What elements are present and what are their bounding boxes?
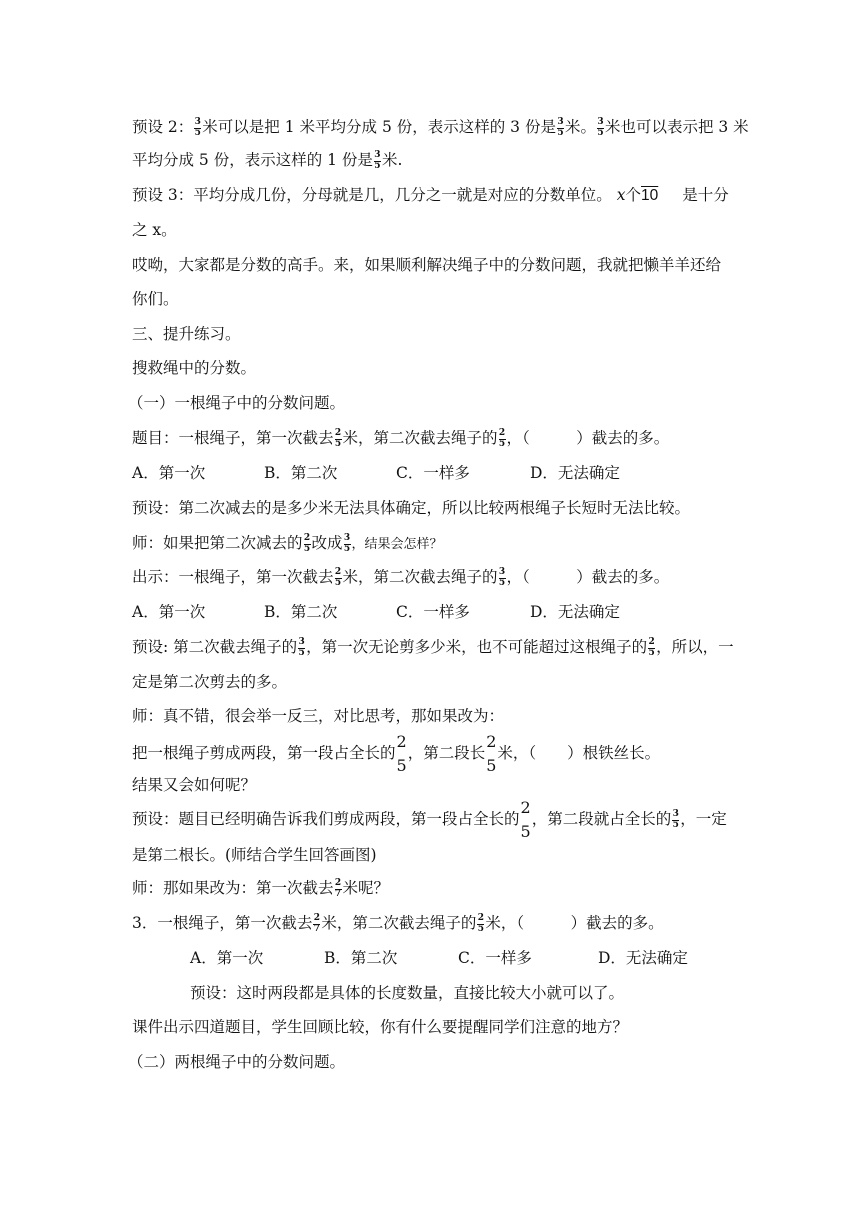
numerator: 3 [498, 567, 506, 577]
question-line [132, 428, 669, 449]
numerator: 3 [343, 533, 351, 543]
text: ，（ ）截去的多。 [506, 568, 670, 586]
text: 预设: 第二次截去绳子的 [132, 638, 298, 656]
option-c: C．一样多 [458, 949, 532, 967]
preset-2-line-1 [132, 117, 749, 138]
option-d: D．无法确定 [530, 464, 620, 482]
option-c: C．一样多 [396, 464, 470, 482]
question-line [132, 734, 660, 774]
subsection-heading: （一）一根绳子中的分数问题。 [128, 394, 346, 412]
teacher-line [132, 878, 389, 899]
denominator: 5 [648, 648, 655, 658]
text: 平均分成 5 份，表示这样的 1 份是 [132, 151, 373, 169]
paragraph-line: 结果又会如何呢？ [132, 776, 257, 794]
fraction [397, 734, 407, 774]
question-line [132, 567, 669, 588]
text: 米。 [564, 118, 596, 136]
option-b: B．第二次 [264, 464, 338, 482]
teacher-line: 师：真不错，很会举一反三，对比思考，那如果改为： [132, 707, 505, 725]
paragraph-line: 定是第二次剪去的多。 [132, 673, 288, 691]
numerator: 3 [298, 637, 305, 647]
denominator: 5 [672, 820, 679, 830]
numerator: 2 [313, 913, 320, 923]
numerator: 2 [396, 732, 407, 751]
fraction [486, 734, 496, 774]
text: ，第二段长 [407, 744, 486, 762]
text: 米，（ ）根铁丝长。 [497, 744, 661, 762]
fraction [557, 118, 564, 138]
fraction [672, 810, 679, 830]
text: 改成 [311, 534, 343, 552]
numerator: 2 [334, 878, 342, 888]
text: 米可以是把 1 米平均分成 5 份，表示这样的 3 份是 [202, 118, 556, 136]
denominator: 5 [334, 439, 342, 449]
text: 米，第二次截去绳子的 [342, 568, 498, 586]
numerator: 2 [334, 567, 342, 577]
text: 米也可以表示把 3 米 [604, 118, 749, 136]
option-c: C．一样多 [396, 603, 470, 621]
option-a: A．第一次 [132, 603, 206, 621]
paragraph-line: 你们。 [132, 290, 179, 308]
text: ，结果会怎样？ [351, 537, 443, 552]
fraction [597, 118, 604, 138]
fraction [298, 638, 305, 658]
text: 米. [381, 151, 403, 169]
denominator: 5 [298, 648, 305, 658]
denominator: 5 [303, 544, 311, 554]
numerator: 3 [597, 117, 604, 127]
numerator: 2 [334, 428, 342, 438]
overlined-ten: 10 [641, 187, 659, 204]
numerator: 3 [194, 117, 201, 127]
numerator: 2 [477, 913, 485, 923]
text: 预设 2： [132, 118, 194, 136]
paragraph-line: 搜救绳中的分数。 [132, 359, 257, 377]
text: 个 [625, 186, 641, 204]
text: 米，第二次截去绳子的 [342, 429, 498, 447]
denominator: 5 [597, 128, 604, 138]
fraction [304, 534, 311, 554]
option-b: B．第二次 [264, 603, 338, 621]
fraction [521, 800, 531, 840]
numerator: 2 [303, 533, 311, 543]
fraction [499, 429, 506, 449]
denominator: 5 [486, 756, 497, 775]
text: 是十分 [682, 186, 729, 204]
fraction [335, 879, 342, 899]
text: 3．一根绳子，第一次截去 [132, 914, 313, 932]
fraction [313, 914, 320, 934]
text: 出示：一根绳子，第一次截去 [132, 568, 334, 586]
text: ，一定 [680, 810, 727, 828]
text: 师：如果把第二次减去的 [132, 534, 303, 552]
fraction [335, 429, 342, 449]
preset-line: 预设：这时两段都是具体的长度数量，直接比较大小就可以了。 [190, 984, 625, 1002]
preset-3-line-2: 之 x。 [132, 221, 177, 239]
numerator: 2 [498, 428, 506, 438]
text: 米呢？ [342, 879, 390, 897]
paragraph-line: 哎呦，大家都是分数的高手。来，如果顺利解决绳子中的分数问题，我就把懒羊羊还给 [132, 256, 722, 274]
option-d: D．无法确定 [598, 949, 688, 967]
text: 米，第二次截去绳子的 [321, 914, 477, 932]
option-a: A．第一次 [132, 464, 206, 482]
options-row [132, 602, 620, 622]
paragraph-line: 预设：第二次减去的是多少米无法具体确定，所以比较两根绳子长短时无法比较。 [132, 499, 691, 517]
question-line [132, 913, 664, 934]
preset-3-line-1 [132, 185, 729, 206]
section-heading: 三、提升练习。 [132, 325, 241, 343]
numerator: 2 [520, 798, 531, 817]
preset-line [132, 637, 734, 658]
options-row [190, 948, 688, 968]
variable-x: x [616, 186, 626, 204]
fraction [374, 151, 381, 171]
text: 米，（ ）截去的多。 [485, 914, 664, 932]
paragraph-line: 是第二根长。(师结合学生回答画图) [132, 846, 377, 864]
denominator: 5 [334, 578, 342, 588]
numerator: 3 [672, 809, 679, 819]
text: ，所以，一 [656, 638, 734, 656]
teacher-line [132, 533, 443, 555]
preset-2-line-2 [132, 150, 402, 171]
denominator: 5 [374, 161, 381, 171]
option-a: A．第一次 [190, 949, 264, 967]
options-row [132, 463, 620, 483]
denominator: 5 [498, 578, 506, 588]
denominator: 5 [477, 924, 485, 934]
text: 题目：一根绳子，第一次截去 [132, 429, 334, 447]
denominator: 5 [557, 128, 564, 138]
denominator: 5 [396, 756, 407, 775]
fraction [477, 914, 484, 934]
numerator: 2 [486, 732, 497, 751]
fraction [499, 568, 506, 588]
numerator: 3 [374, 150, 381, 160]
text: ，第二段就占全长的 [531, 810, 672, 828]
option-d: D．无法确定 [530, 603, 620, 621]
numerator: 3 [557, 117, 564, 127]
fraction [335, 568, 342, 588]
denominator: 5 [343, 544, 351, 554]
paragraph-line: 课件出示四道题目，学生回顾比较，你有什么要提醒同学们注意的地方？ [132, 1018, 629, 1036]
text: 预设：题目已经明确告诉我们剪成两段，第一段占全长的 [132, 810, 520, 828]
denominator: 5 [520, 822, 531, 841]
fraction [194, 118, 201, 138]
text: ，第一次无论剪多少米，也不可能超过这根绳子的 [306, 638, 648, 656]
text: 把一根绳子剪成两段，第一段占全长的 [132, 744, 396, 762]
numerator: 2 [648, 637, 655, 647]
denominator: 7 [334, 889, 342, 899]
denominator: 5 [194, 128, 201, 138]
option-b: B．第二次 [324, 949, 398, 967]
subsection-heading: （二）两根绳子中的分数问题。 [128, 1053, 346, 1071]
preset-line [132, 800, 727, 840]
text: 师：那如果改为：第一次截去 [132, 879, 334, 897]
fraction [648, 638, 655, 658]
fraction [344, 534, 351, 554]
text: ，（ ）截去的多。 [506, 429, 670, 447]
denominator: 7 [313, 924, 320, 934]
denominator: 5 [498, 439, 506, 449]
text: 预设 3：平均分成几份，分母就是几，几分之一就是对应的分数单位。 [132, 186, 612, 204]
